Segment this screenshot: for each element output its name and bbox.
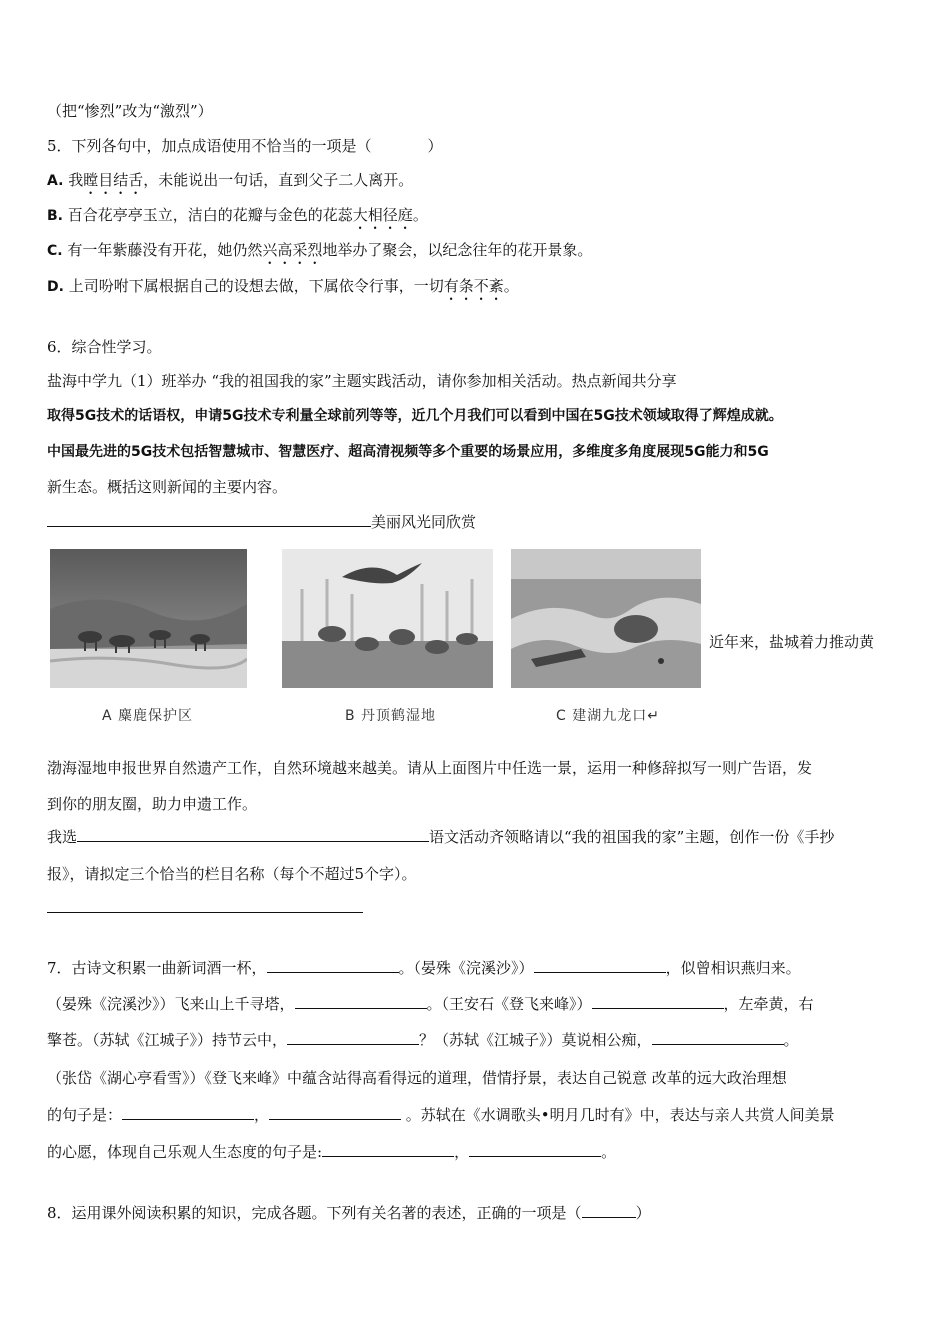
option-text: 地举办了聚会，以纪念往年的花开景象。 [322,241,593,259]
q6-column-row [47,898,363,918]
q6-para-1: 渤海湿地申报世界自然遗产工作，自然环境越来越美。请从上面图片中任选一景，运用一种修辞拟写一则广告语，发 [47,759,813,777]
q8-stem-text: 8．运用课外阅读积累的知识，完成各题。下列有关名著的表述，正确的一项是（ [47,1204,582,1222]
q7-line-5 [47,1105,835,1125]
q6-news-line-1: 取得5G技术的话语权，申请5G技术专利量全球前列等等，近几个月我们可以看到中国在5G技术领域取得了辉煌成就。 [47,408,783,424]
dotted-idiom: 瞠目结舌 [83,171,144,189]
q7-text: 。（王安石《登飞来峰》） [426,995,592,1013]
q4-note: （把“惨烈”改为“激烈”） [47,102,213,120]
choice-answer-blank[interactable] [77,827,429,842]
option-label: C. [47,243,63,259]
q8-stem-close: ） [635,1204,651,1222]
q7-text: 。（晏殊《浣溪沙》） [398,959,534,977]
dotted-idiom: 兴高采烈 [262,241,323,259]
q6-news-line-3: 新生态。概括这则新闻的主要内容。 [47,478,288,496]
q5-option-c [47,240,592,268]
choose-tail: 语文活动齐领略请以“我的祖国我的家”主题，创作一份《手抄 [429,828,835,846]
q5-option-d [47,276,519,304]
q7-line-6 [47,1142,616,1162]
q6-image-side-text: 近年来，盐城着力推动黄 [709,633,875,651]
q7-line-4: （张岱《湖心亭看雪》）《登飞来峰》中蕴含站得高看得远的道理，借情抒景，表达自己锐意 改革的远大政治理想 [47,1069,787,1087]
q5-stem-text: 5．下列各句中，加点成语使用不恰当的一项是（ [47,137,372,155]
q7-text: ， [454,1143,470,1161]
q7-text: 。 [601,1143,617,1161]
q6-choose-row [47,827,834,847]
option-text: 。 [503,277,519,295]
q7-text: 。 [783,1031,799,1049]
q7-line-2 [47,994,814,1014]
q8-answer-blank[interactable] [582,1203,636,1218]
q7-text: 的句子是： [47,1106,123,1124]
poem-blank-7[interactable] [122,1105,254,1120]
q6-para-2: 到你的朋友圈，助力申遗工作。 [47,795,258,813]
q7-text: 擎苍。（苏轼《江城子》）持节云中， [47,1031,288,1049]
q8-stem [47,1203,651,1223]
q6-news-line-2: 中国最先进的5G技术包括智慧城市、智慧医疗、超高清视频等多个重要的场景应用，多维度多角度展现5G能力和5G [47,444,769,460]
caption-b: B 丹顶鹤湿地 [345,708,437,724]
q5-option-b [47,205,428,233]
poem-blank-9[interactable] [322,1142,454,1157]
q7-text: 的心愿，体现自己乐观人生态度的句子是: [47,1143,323,1161]
q7-text: ？（苏轼《江城子》）莫说相公痴， [419,1031,652,1049]
q7-text: 。苏轼在《水调歌头•明月几时有》中，表达与亲人共赏人间美景 [401,1106,835,1124]
scenery-title: 美丽风光同欣赏 [371,513,477,531]
q5-option-a [47,170,413,198]
option-label: A. [47,173,64,189]
q7-text: ，左牵黄，右 [723,995,814,1013]
poem-blank-1[interactable] [267,958,399,973]
q5-answer-space[interactable] [372,137,428,151]
dotted-idiom: 有条不紊 [443,277,504,295]
q7-line-3 [47,1030,799,1050]
poem-blank-8[interactable] [269,1105,401,1120]
q6-scenery-row [47,512,476,532]
choose-label: 我选 [47,828,78,846]
poem-blank-6[interactable] [652,1030,784,1045]
q7-text: （晏殊《浣溪沙》）飞来山上千寻塔， [47,995,295,1013]
option-text: 有一年紫藤没有开花，她仍然 [67,241,263,259]
poem-blank-4[interactable] [592,994,724,1009]
caption-a: A 麋鹿保护区 [102,708,194,724]
option-label: D. [47,279,64,295]
option-text: 百合花亭亭玉立，洁白的花瓣与金色的花蕊 [67,206,353,224]
photo-deer-reserve [50,549,247,688]
dotted-idiom: 大相径庭 [352,206,413,224]
photo-crane-wetland [282,549,493,688]
q7-text: 7．古诗文积累一曲新词酒一杯， [47,959,267,977]
q7-line-1 [47,958,801,978]
option-label: B. [47,208,63,224]
caption-c: C 建湖九龙口↵ [556,708,660,724]
q5-stem [47,136,443,156]
summary-answer-blank[interactable] [47,512,371,527]
q7-text: ， [254,1106,270,1124]
poem-blank-5[interactable] [287,1030,419,1045]
option-text: 我 [68,171,84,189]
poem-blank-2[interactable] [534,958,666,973]
q7-text: ，似曾相识燕归来。 [665,959,801,977]
option-text: 上司吩咐下属根据自己的设想去做，下属依令行事，一切 [68,277,444,295]
q5-stem-close: ） [427,137,443,155]
poem-blank-3[interactable] [295,994,427,1009]
photo-jiulongkou [511,549,701,688]
column-name-answer-blank[interactable] [47,898,363,913]
poem-blank-10[interactable] [469,1142,601,1157]
q6-intro: 盐海中学九（1）班举办 “我的祖国我的家”主题实践活动，请你参加相关活动。热点新闻共分享 [47,372,677,390]
option-text: 。 [412,206,428,224]
option-text: ，未能说出一句话，直到父子二人离开。 [143,171,414,189]
q6-para-3: 报》，请拟定三个恰当的栏目名称（每个不超过5个字）。 [47,865,417,883]
q6-title: 6．综合性学习。 [47,338,162,356]
